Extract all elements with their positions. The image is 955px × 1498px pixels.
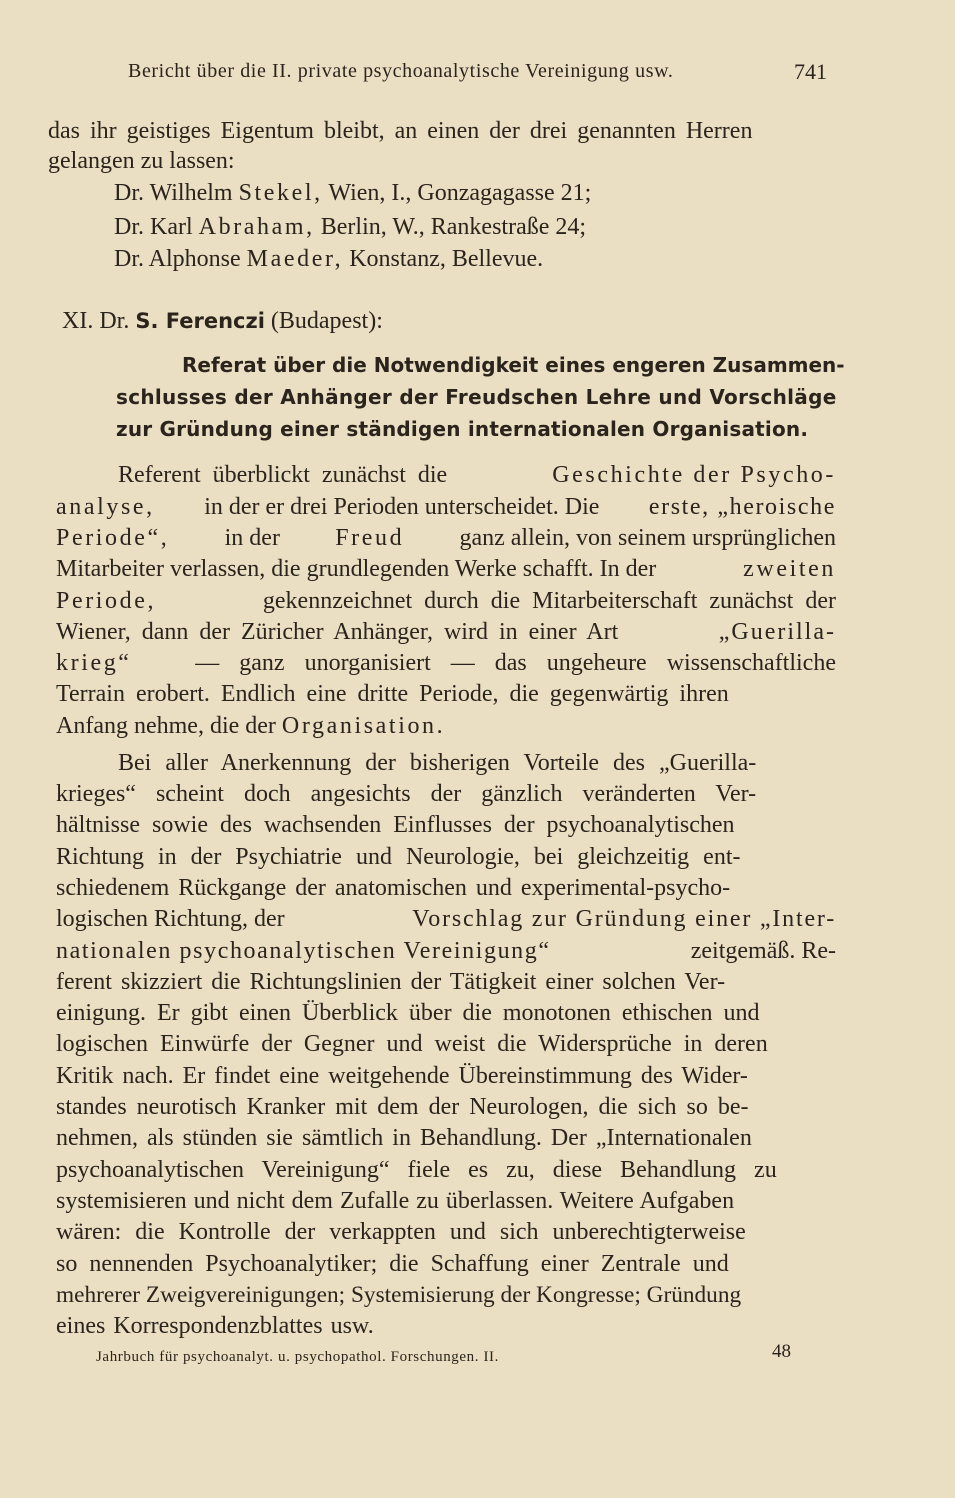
text-run: wären: die Kontrolle der verkappten und sich unberechtigterweise <box>56 1219 746 1245</box>
text-run: Periode“, <box>56 525 170 551</box>
address-title: Dr. Alphonse <box>114 246 241 272</box>
paragraph-line <box>56 1061 836 1092</box>
paragraph-line <box>56 523 836 554</box>
text-run: hältnisse sowie des wachsenden Einflusses der psychoanalytischen <box>56 812 735 838</box>
text-run: in der <box>224 525 280 551</box>
text-run: ferent skizziert die Richtungslinien der Tätigkeit einer solchen Ver- <box>56 969 726 995</box>
text-run: Wiener, dann der Züricher Anhänger, wird in einer Art <box>56 619 619 645</box>
text-run: standes neurotisch Kranker mit dem der Neurologen, die sich so be- <box>56 1094 749 1120</box>
text-run: Kritik nach. Er findet eine weitgehende Übereinstimmung des Wider- <box>56 1063 748 1089</box>
text-run: krieg“ <box>56 650 132 676</box>
lecture-title-line <box>182 350 845 381</box>
paragraph-line <box>56 1280 836 1311</box>
text-run: ganz allein, von seinem ursprünglichen <box>459 525 836 551</box>
text-run: Richtung in der Psychiatrie und Neurologie, bei gleichzeitig ent- <box>56 844 741 870</box>
text-run: Freud <box>335 525 405 551</box>
paragraph-line <box>56 967 836 998</box>
paragraph-line <box>56 1092 836 1123</box>
page-number: 741 <box>794 59 827 84</box>
journal-footer: Jahrbuch für psychoanalyt. u. psychopathol. Forschungen. II. <box>96 1349 500 1365</box>
paragraph-line <box>56 1155 836 1186</box>
lecture-title-text: Referat über die Notwendigkeit eines engeren Zusammen- <box>182 353 845 377</box>
paragraph-line <box>56 998 836 1029</box>
intro-text: das ihr geistiges Eigentum bleibt, an einen der drei genannten Herren <box>48 118 753 144</box>
text-run: einigung. Er gibt einen Überblick über die monotonen ethischen und <box>56 1000 760 1026</box>
speaker-city: (Budapest): <box>270 308 383 334</box>
text-run: Anfang nehme, die der <box>56 713 276 739</box>
text-run: nehmen, als stünden sie sämtlich in Behandlung. Der „Internationalen <box>56 1125 752 1151</box>
text-run: schiedenem Rückgange der anatomischen und experimental-psycho- <box>56 875 731 901</box>
address-name: Maeder, <box>246 246 344 272</box>
text-run: zweiten <box>743 556 836 582</box>
sheet-signature: 48 <box>772 1341 791 1362</box>
text-run: nationalen psychoanalytischen Vereinigung“ <box>56 938 551 964</box>
text-run: Terrain erobert. Endlich eine dritte Periode, die gegenwärtig ihren <box>56 681 729 707</box>
address-line <box>114 244 543 275</box>
paragraph-line <box>56 810 836 841</box>
text-run: Bei aller Anerkennung der bisherigen Vorteile des „Guerilla- <box>118 750 757 776</box>
text-run: systemisieren und nicht dem Zufalle zu überlassen. Weitere Aufgaben <box>56 1188 735 1214</box>
paragraph-line <box>56 779 836 810</box>
address-title: Dr. Wilhelm <box>114 180 233 206</box>
text-run: erste, „heroische <box>648 494 836 520</box>
paragraph-line <box>56 492 836 523</box>
text-run: so nennenden Psychoanalytiker; die Schaffung einer Zentrale und <box>56 1251 729 1277</box>
paragraph-line <box>56 554 836 585</box>
address-line <box>114 178 591 209</box>
section-heading <box>62 306 383 337</box>
address-name: Abraham, <box>198 214 315 240</box>
paragraph-line <box>56 1186 836 1217</box>
address-detail: Wien, I., Gonzagagasse 21; <box>328 180 592 206</box>
text-run: „Guerilla- <box>718 619 836 645</box>
address-detail: Berlin, W., Rankestraße 24; <box>320 214 587 240</box>
intro-line: gelangen zu lassen: <box>48 148 235 174</box>
text-run: — ganz unorganisiert — das ungeheure wissenschaftliche <box>195 650 836 676</box>
paragraph-line <box>56 679 836 710</box>
text-run: logischen Einwürfe der Gegner und weist die Widersprüche in deren <box>56 1031 768 1057</box>
section-number: XI. Dr. <box>62 308 130 334</box>
text-run: Referent überblickt zunächst die <box>118 462 448 488</box>
text-run: Periode, <box>56 588 157 614</box>
text-run: Geschichte der Psycho- <box>552 462 836 488</box>
paragraph-line <box>118 460 836 491</box>
paragraph-line <box>56 1249 836 1280</box>
text-run: mehrerer Zweigvereinigungen; Systemisierung der Kongresse; Gründung <box>56 1282 742 1308</box>
paragraph-line <box>56 873 836 904</box>
address-name: Stekel, <box>238 180 323 206</box>
paragraph-line <box>56 936 836 967</box>
paragraph-line <box>56 904 836 935</box>
paragraph-line <box>56 586 836 617</box>
text-run: analyse, <box>56 494 155 520</box>
speaker-name: S. Ferenczi <box>135 309 265 333</box>
text-run: psychoanalytischen Vereinigung“ fiele es zu, diese Behandlung zu <box>56 1157 777 1183</box>
paragraph-line <box>56 1029 836 1060</box>
paragraph-line <box>56 648 836 679</box>
lecture-title-line: zur Gründung einer ständigen internationalen Organisation. <box>116 417 809 441</box>
text-run: in der er drei Perioden unterscheidet. Die <box>204 494 600 520</box>
address-detail: Konstanz, Bellevue. <box>349 246 544 272</box>
text-run: Mitarbeiter verlassen, die grundlegenden Werke schafft. In der <box>56 556 657 582</box>
text-run: logischen Richtung, der <box>56 906 285 932</box>
intro-line <box>48 116 834 147</box>
paragraph-line <box>56 711 445 742</box>
text-run: Vorschlag zur Gründung einer „Inter- <box>412 906 836 932</box>
paragraph-line <box>56 617 836 648</box>
address-title: Dr. Karl <box>114 214 193 240</box>
paragraph-line: eines Korrespondenzblattes usw. <box>56 1313 374 1339</box>
lecture-title-line: schlusses der Anhänger der Freudschen Lehre und Vorschläge <box>116 385 837 409</box>
text-run: zeitgemäß. Re- <box>690 938 836 964</box>
text-run: Organisation. <box>281 713 446 739</box>
address-line <box>114 212 586 243</box>
paragraph-line <box>56 1217 836 1248</box>
text-run: gekennzeichnet durch die Mitarbeiterschaft zunächst der <box>262 588 836 614</box>
paragraph-line <box>56 1123 836 1154</box>
text-run: krieges“ scheint doch angesichts der gänzlich veränderten Ver- <box>56 781 757 807</box>
paragraph-line <box>56 842 836 873</box>
running-title: Bericht über die II. private psychoanalytische Vereinigung usw. <box>128 60 674 82</box>
paragraph-line <box>118 748 836 779</box>
